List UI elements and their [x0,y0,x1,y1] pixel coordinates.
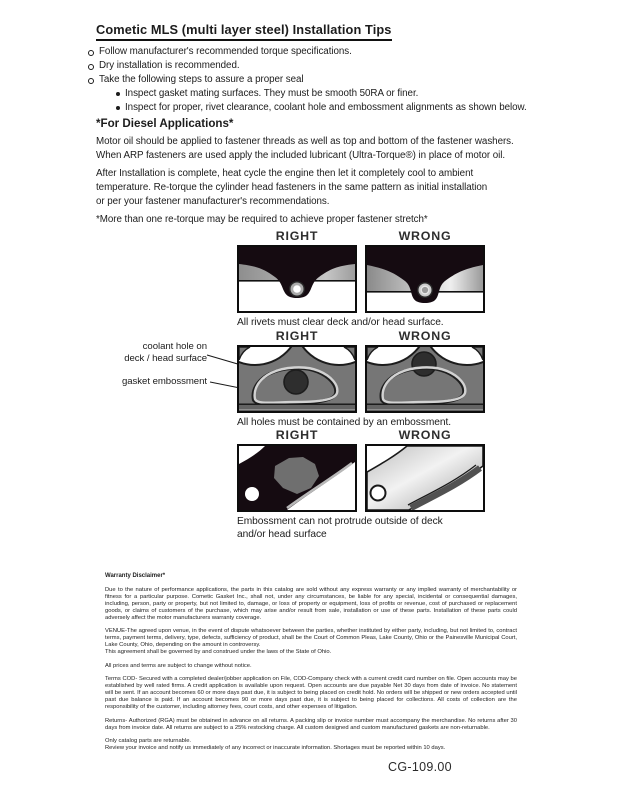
list-item [88,60,527,74]
sub-list-item [116,88,527,102]
diagram-hole-embossment [237,329,485,430]
catalog-parts-line: Only catalog parts are returnable. [105,738,192,745]
returns-paragraph: Returns- Authorized (RGA) must be obtained in advance on all returns. A packing slip or invoice number must accompany the merchandise. No returns after 30 days from invoice date. All returns are subject to a 25% restocking charge. All custom designed and custom manufactured gaskets are non-returnable. [105,717,517,731]
right-label: RIGHT [275,428,319,442]
diagram-rivet-clearance [237,229,485,330]
diesel-applications-heading: *For Diesel Applications* [96,117,234,130]
gasket-cross-section-wrong-illustration [367,247,483,311]
gasket-embossment-callout: gasket embossment [121,376,207,387]
list-item-text: Inspect gasket mating surfaces. They must be smooth 50RA or finer. [125,88,419,99]
venue-paragraph: VENUE-The agreed upon venue, in the event of dispute whatsoever between the parties, whether instituted by either party, including, but not limited to, contract terms, payment terms, delivery, type, defects, sufficiency of product, shall be the Court of Common Pleas, Lake County, Ohio or the Painesville Municipal Court, Lake County, Ohio, depending on the amount in controversy. [105,628,517,649]
rivet-wrong-panel [365,245,485,313]
diagram-caption: All rivets must clear deck and/or head surface. [237,317,444,328]
wrong-label: WRONG [398,428,452,442]
page-code: CG-109.00 [388,760,452,774]
prices-terms-line: All prices and terms are subject to change without notice. [105,662,252,669]
warranty-disclaimer-heading: Warranty Disclaimer* [105,573,166,579]
embossment-protruding-illustration [367,446,483,510]
sub-list-item [116,102,527,116]
rivet-right-panel [237,245,357,313]
bullet-circle-icon [88,50,94,56]
embossment-wrong-panel [365,444,485,512]
list-item [88,74,527,88]
embossment-inside-deck-illustration [239,446,355,510]
wrong-label: WRONG [398,229,452,243]
installation-tips-list [88,46,527,116]
list-item-text: Dry installation is recommended. [99,60,240,71]
diesel-paragraph-1: Motor oil should be applied to fastener threads as well as top and bottom of the fastener washers. When ARP fasteners are used apply the included lubricant (Ultra-Torque®) in place of motor oil. [96,136,514,161]
right-label: RIGHT [275,329,319,343]
bullet-circle-icon [88,78,94,84]
warranty-terms-block [105,573,517,759]
bullet-dot-icon [116,92,120,96]
gasket-cross-section-right-illustration [239,247,355,311]
disclaimer-paragraph: Due to the nature of performance applications, the parts in this catalog are sold without any express warranty or any implied warranty of merchantability or fitness for a particular purpose. Cometic Gasket Inc., shall not, under any circumstances, be liable for any special, incidental or consequential damages, including, person, party or property, but not limited to, damage, or loss of property or equipment, loss of profits or revenue, cost of purchased or replacement goods, or claims of customers of the purchase, which may arise and/or result from sale, installation or use of these parts. Installation of these parts could adversely affect the motor manufacturers warranty coverage. [105,587,517,621]
list-item-text: Inspect for proper, rivet clearance, coolant hole and embossment alignments as shown below. [125,102,527,113]
diesel-paragraph-2: After Installation is complete, heat cycle the engine then let it completely cool to ambient temperature. Re-torque the cylinder head fasteners in the same pattern as initial installation or per your fastener manufacturer's recommendations. [96,168,488,207]
diagram-caption: All holes must be contained by an embossment. [237,417,452,428]
retorque-note: *More than one re-torque may be required to achieve proper fastener stretch* [96,214,428,225]
wrong-label: WRONG [398,329,452,343]
diagram-caption: Embossment can not protrude outside of deck and/or head surface [237,516,443,540]
governing-law-line: This agreement shall be governed by and construed under the laws of the State of Ohio. [105,649,332,656]
invoice-review-line: Review your invoice and notify us immediately of any incorrect or inaccurate information. Shortages must be reported within 10 days. [105,745,446,752]
page-title: Cometic MLS (multi layer steel) Installation Tips [96,22,392,41]
coolant-hole-contained-illustration [239,347,355,411]
list-item-text: Take the following steps to assure a proper seal [99,74,304,85]
list-item [88,46,527,60]
terms-cod-paragraph: Terms COD- Secured with a completed dealer/jobber application on File, COD-Company check with a current credit card number on file. Open accounts may be established by well rated firms. A credit application is available upon request. Open accounts are due payable Net 30 days from date of invoice. No statement will be sent. If an account becomes 60 or more days past due, it is subject to being placed on credit hold. No orders will be shipped or new orders accepted until past due balance is paid. If an account becomes 90 or more days past due, it is subject to being placed for collections. All costs of collection are the responsibility of the customer, including attorney fees, court costs, and other expenses of litigation. [105,676,517,711]
right-label: RIGHT [275,229,319,243]
coolant-hole-outside-illustration [367,347,483,411]
hole-wrong-panel [365,345,485,413]
bullet-dot-icon [116,106,120,110]
list-item-text: Follow manufacturer's recommended torque specifications. [99,46,352,57]
coolant-hole-callout: coolant hole on deck / head surface [124,341,207,364]
bullet-circle-icon [88,64,94,70]
hole-right-panel [237,345,357,413]
embossment-right-panel [237,444,357,512]
diagram-embossment-deck [237,428,485,541]
